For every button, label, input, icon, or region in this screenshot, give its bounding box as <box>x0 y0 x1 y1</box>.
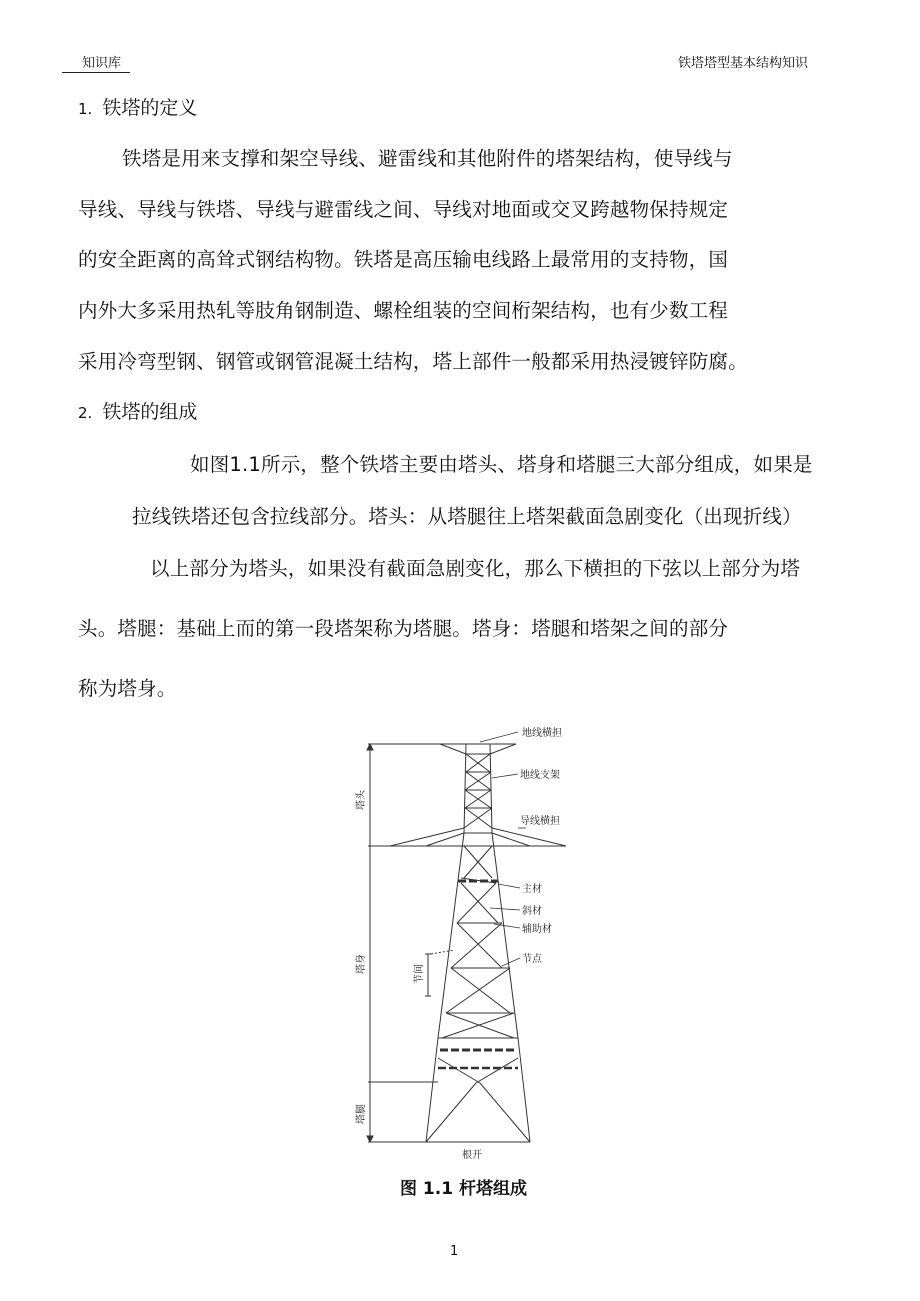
label-main-member: 主材 <box>522 884 542 895</box>
label-tower-head: 塔头 <box>356 790 367 810</box>
label-conductor-crossarm: 导线横担 <box>520 816 560 827</box>
header-left: 知识库 <box>62 56 130 73</box>
section-1-title: 铁塔的定义 <box>102 97 198 119</box>
label-ground-support: 地线支架 <box>520 770 560 781</box>
paragraph-line: 以上部分为塔头，如果没有截面急剧变化，那么下横担的下弦以上部分为塔 <box>150 557 801 580</box>
paragraph-line: 采用冷弯型钢、钢管或钢管混凝土结构，塔上部件一般都采用热浸镀锌防腐。 <box>78 350 748 373</box>
section-2-number: 2. <box>78 404 93 422</box>
section-2-title: 铁塔的组成 <box>102 401 198 423</box>
label-ground-crossarm: 地线横担 <box>522 728 562 739</box>
paragraph-line: 如图1.1所示，整个铁塔主要由塔头、塔身和塔腿三大部分组成，如果是 <box>190 453 813 476</box>
paragraph-line: 头。塔腿：基础上而的第一段塔架称为塔腿。塔身：塔腿和塔架之间的部分 <box>78 617 729 640</box>
label-diagonal-member: 斜材 <box>522 906 542 917</box>
section-1-heading <box>78 96 197 121</box>
header-right: 铁塔塔型基本结构知识 <box>677 56 808 71</box>
label-auxiliary-member: 辅助材 <box>522 924 552 935</box>
paragraph-line: 铁塔是用来支撑和架空导线、避雷线和其他附件的塔架结构，使导线与 <box>122 147 733 170</box>
paragraph-line: 拉线铁塔还包含拉线部分。塔头：从塔腿往上塔架截面急剧变化（出现折线） <box>132 505 802 528</box>
section-1-number: 1. <box>78 100 93 118</box>
label-panel: 节间 <box>414 964 425 984</box>
label-root-opening: 根开 <box>462 1150 482 1161</box>
label-tower-body: 塔身 <box>356 954 367 974</box>
figure-caption: 图 1.1 杆塔组成 <box>400 1179 527 1199</box>
paragraph-line: 称为塔身。 <box>78 677 177 700</box>
section-2-heading <box>78 400 197 425</box>
tower-diagram <box>330 728 580 1178</box>
label-node: 节点 <box>522 954 542 965</box>
label-tower-leg: 塔腿 <box>356 1104 367 1124</box>
paragraph-line: 导线、导线与铁塔、导线与避雷线之间、导线对地面或交叉跨越物保持规定 <box>78 198 729 221</box>
page-number: 1 <box>450 1244 459 1259</box>
paragraph-line: 的安全距离的高耸式钢结构物。铁塔是高压输电线路上最常用的支持物，国 <box>78 248 729 271</box>
paragraph-line: 内外大多采用热轧等肢角钢制造、螺栓组装的空间桁架结构，也有少数工程 <box>78 299 729 322</box>
